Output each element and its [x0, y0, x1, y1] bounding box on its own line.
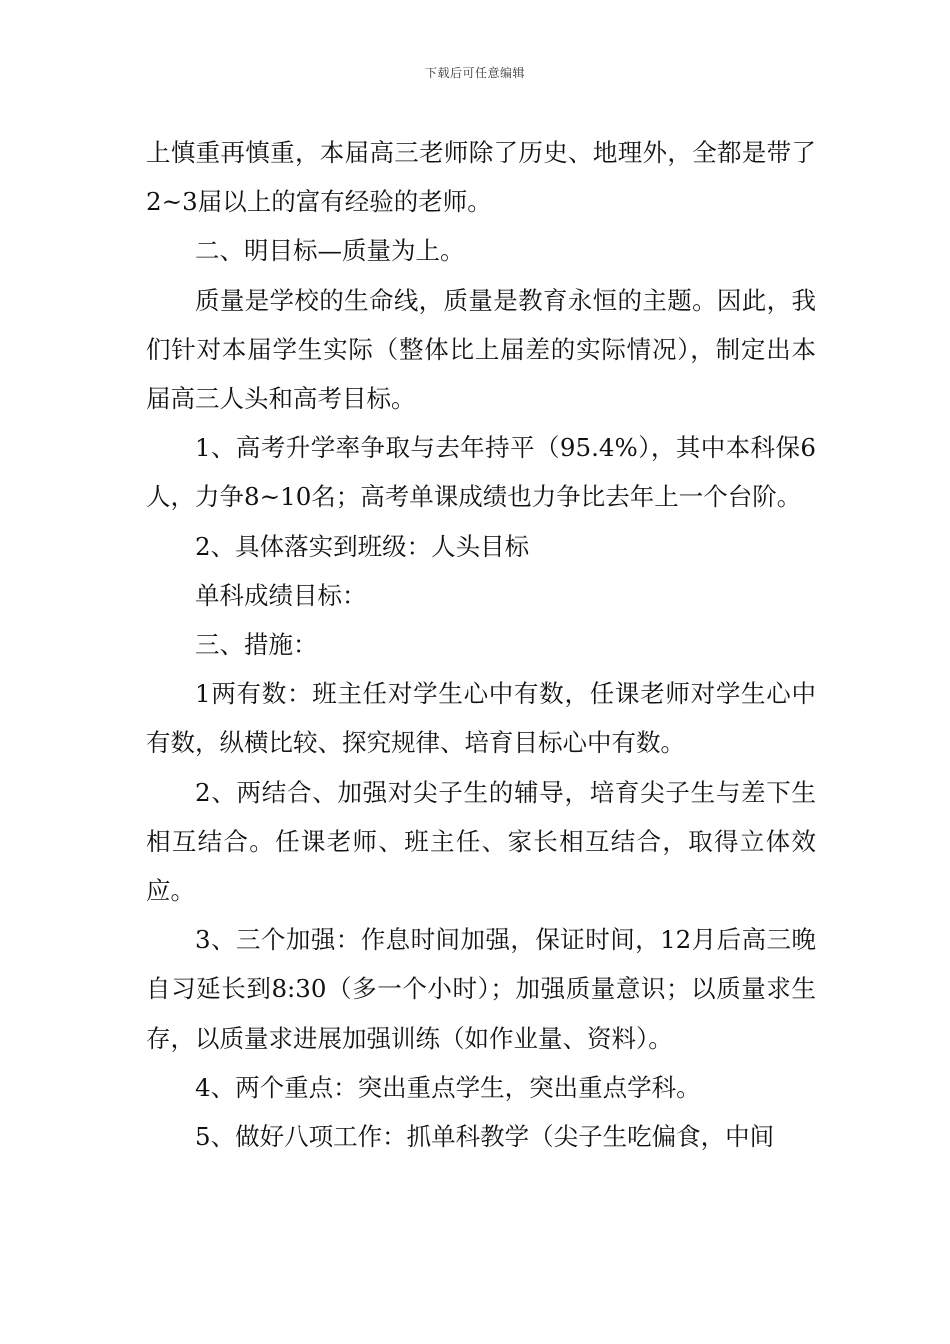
paragraph: 5、做好八项工作：抓单科教学（尖子生吃偏食，中间 [195, 1122, 775, 1152]
paragraph: 1两有数：班主任对学生心中有数，任课老师对学生心中有数，纵横比较、探究规律、培育目标心中有数。 [146, 679, 816, 758]
paragraph: 质量是学校的生命线，质量是教育永恒的主题。因此，我们针对本届学生实际（整体比上届差的实际情况），制定出本届高三人头和高考目标。 [146, 285, 816, 414]
paragraph: 单科成绩目标： [195, 580, 367, 610]
paragraph: 3、三个加强：作息时间加强，保证时间，12月后高三晚自习延长到8:30（多一个小时）；加强质量意识；以质量求生存，以质量求进展加强训练（如作业量、资料）。 [146, 925, 816, 1053]
page-header: 下载后可任意编辑 [424, 66, 525, 80]
paragraph: 上慎重再慎重，本届高三老师除了历史、地理外，全都是带了2~3届以上的富有经验的老师。 [146, 138, 816, 217]
paragraph: 三、措施： [195, 630, 318, 660]
paragraph: 2、两结合、加强对尖子生的辅导，培育尖子生与差下生相互结合。任课老师、班主任、家长相互结合，取得立体效应。 [146, 777, 816, 906]
paragraph: 2、具体落实到班级：人头目标 [195, 531, 530, 561]
paragraph: 4、两个重点：突出重点学生，突出重点学科。 [195, 1072, 701, 1102]
document-body [146, 128, 816, 1161]
paragraph: 1、高考升学率争取与去年持平（95.4%），其中本科保6人，力争8~10名；高考单课成绩也力争比去年上一个台阶。 [146, 433, 816, 512]
paragraph: 二、明目标—质量为上。 [195, 236, 465, 266]
